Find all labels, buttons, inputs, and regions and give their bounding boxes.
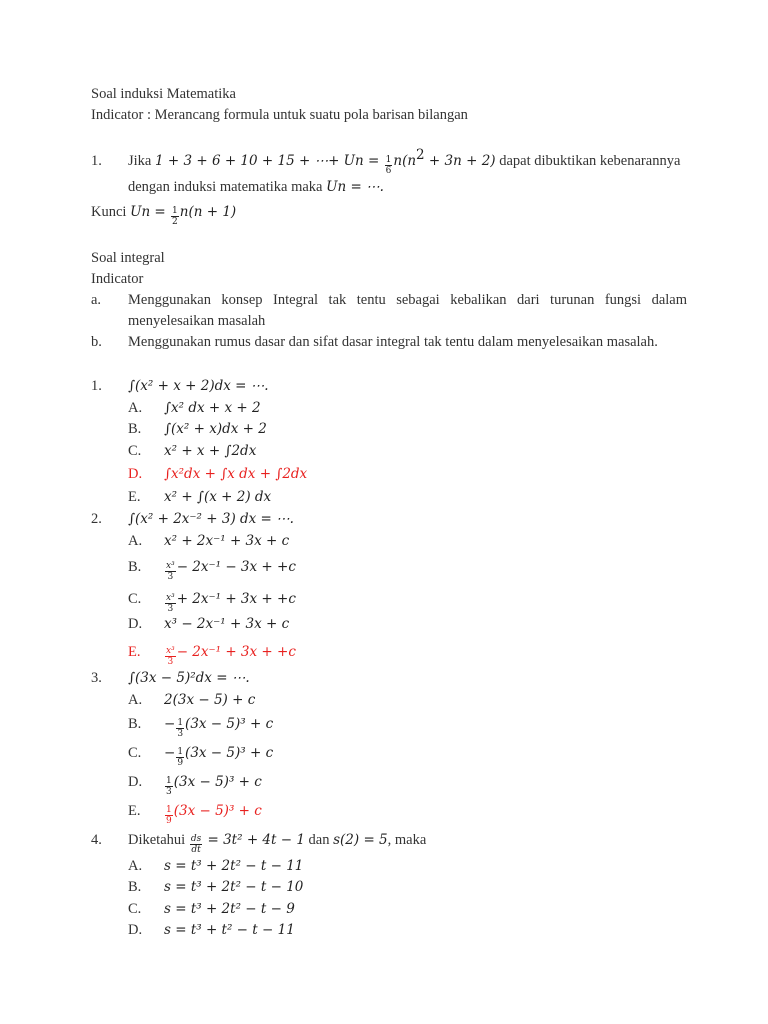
q1-prefix: Jika [128, 153, 155, 169]
q1-frac-den: 6 [385, 166, 392, 176]
key-math-a: Un = [130, 204, 171, 220]
q2-option-b [164, 557, 296, 582]
q1-exponent: 2 [416, 147, 425, 163]
q1-line2-math: Un = ⋯. [326, 179, 384, 195]
key-fraction [171, 206, 179, 227]
q1-math-a: 1 + 3 + 6 + 10 + 15 + ⋯+ Un = [154, 153, 384, 169]
q4-stem [128, 830, 426, 855]
q4-frac-den: dt [191, 845, 201, 855]
q1-option-a: ∫x² dx + x + 2 [164, 400, 261, 416]
q2-b-fraction [165, 561, 176, 582]
q1-option-b: ∫(x² + x)dx + 2 [164, 421, 267, 437]
q3-b-num: 1 [177, 718, 184, 728]
q1-option-e-label: E. [128, 489, 141, 505]
q4-stem-mid: dan [304, 832, 334, 848]
q4-option-b: s = t³ + 2t² − t − 10 [164, 879, 304, 895]
q2-c-rest: + 2x⁻¹ + 3x + +c [176, 591, 296, 607]
q1-option-c-label: C. [128, 443, 142, 459]
q3-option-a: 2(3x − 5) + c [164, 692, 256, 708]
indicator-b-text: Menggunakan rumus dasar dan sifat dasar integral tak tentu dalam menyelesaikan masalah. [128, 334, 658, 350]
q3-d-fraction [165, 776, 173, 797]
q4-option-d-label: D. [128, 922, 143, 938]
induksi-q1-number: 1. [91, 153, 102, 169]
q2-e-den: 3 [167, 657, 174, 667]
indicator-b-marker: b. [91, 334, 102, 350]
indicator-induksi: Indicator : Merancang formula untuk suatu pola barisan bilangan [91, 107, 468, 123]
q4-stem-math2: s(2) = 5 [333, 832, 388, 848]
q3-d-num: 1 [166, 776, 172, 786]
q3-e-rest: (3x − 5)³ + c [173, 803, 262, 819]
key-prefix: Kunci [91, 204, 131, 220]
q3-number: 3. [91, 670, 102, 686]
q1-option-b-label: B. [128, 421, 142, 437]
q4-option-b-label: B. [128, 879, 142, 895]
induksi-key [91, 202, 236, 227]
q1-option-e: x² + ∫(x + 2) dx [164, 489, 272, 505]
indicator-a-marker: a. [91, 292, 102, 308]
q3-c-den: 9 [177, 758, 184, 768]
q2-e-fraction [165, 646, 176, 667]
q3-option-c-label: C. [128, 745, 142, 761]
q3-d-rest: (3x − 5)³ + c [173, 774, 262, 790]
q2-c-num: x³ [166, 593, 175, 603]
q2-option-c-label: C. [128, 591, 142, 607]
q3-b-sign: − [164, 716, 176, 732]
q3-option-d-label: D. [128, 774, 143, 790]
q4-option-a: s = t³ + 2t² − t − 11 [164, 858, 304, 874]
q4-option-c: s = t³ + 2t² − t − 9 [164, 901, 295, 917]
q2-b-den: 3 [167, 572, 174, 582]
q3-option-b [164, 714, 273, 739]
q2-option-d-label: D. [128, 616, 143, 632]
q2-b-rest: − 2x⁻¹ − 3x + +c [176, 559, 296, 575]
q2-option-c [164, 589, 296, 614]
q4-option-a-label: A. [128, 858, 143, 874]
q3-option-e-answer [164, 801, 262, 826]
key-math-b: n(n + 1) [179, 204, 237, 220]
induksi-q1-line2 [128, 177, 384, 197]
q3-c-num: 1 [177, 747, 184, 757]
q1-frac-num: 1 [385, 155, 392, 165]
q3-e-den: 9 [166, 816, 172, 826]
q1-option-a-label: A. [128, 400, 143, 416]
q2-e-rest: − 2x⁻¹ + 3x + +c [176, 644, 296, 660]
q1-line2-text: dengan induksi matematika maka [128, 179, 327, 195]
q2-option-e-answer [164, 642, 296, 667]
q1-stem: ∫(x² + x + 2)dx = ⋯. [128, 378, 269, 394]
q2-option-a-label: A. [128, 533, 143, 549]
q2-c-den: 3 [167, 604, 174, 614]
q3-e-fraction [165, 805, 173, 826]
q2-option-b-label: B. [128, 559, 142, 575]
q3-option-c [164, 743, 273, 768]
q3-option-b-label: B. [128, 716, 142, 732]
q1-option-c: x² + x + ∫2dx [164, 443, 257, 459]
q2-option-e-label: E. [128, 644, 141, 660]
key-frac-num: 1 [172, 206, 178, 216]
q3-option-d [164, 772, 262, 797]
indicator-a-line1: Menggunakan konsep Integral tak tentu sebagai kebalikan dari turunan fungsi dalam [128, 292, 687, 308]
section-title-induksi: Soal induksi Matematika [91, 86, 236, 102]
q2-c-fraction [165, 593, 176, 614]
q4-fraction [190, 834, 202, 855]
q3-c-fraction [176, 747, 184, 768]
q3-d-den: 3 [166, 787, 172, 797]
q3-b-rest: (3x − 5)³ + c [185, 716, 274, 732]
key-frac-den: 2 [172, 217, 178, 227]
q3-option-a-label: A. [128, 692, 143, 708]
q3-stem: ∫(3x − 5)²dx = ⋯. [128, 670, 250, 686]
q1-option-d-answer: ∫x²dx + ∫x dx + ∫2dx [164, 466, 308, 482]
q4-stem-math: = 3t² + 4t − 1 [203, 832, 305, 848]
q4-number: 4. [91, 832, 102, 848]
q2-option-a: x² + 2x⁻¹ + 3x + c [164, 533, 290, 549]
q4-frac-num: ds [190, 834, 202, 844]
q2-number: 2. [91, 511, 102, 527]
induksi-q1-stem [128, 147, 681, 176]
q4-option-c-label: C. [128, 901, 142, 917]
indicator-label: Indicator [91, 271, 144, 287]
q2-stem: ∫(x² + 2x⁻² + 3) dx = ⋯. [128, 511, 294, 527]
q1-number: 1. [91, 378, 102, 394]
q3-c-rest: (3x − 5)³ + c [185, 745, 274, 761]
indicator-a-line2: menyelesaikan masalah [128, 313, 266, 329]
q3-b-fraction [176, 718, 184, 739]
q2-option-d: x³ − 2x⁻¹ + 3x + c [164, 616, 290, 632]
q1-fraction [385, 155, 393, 176]
q1-math-b: n(n [393, 153, 417, 169]
q1-suffix: dapat dibuktikan kebenarannya [495, 153, 681, 169]
q2-b-num: x³ [166, 561, 175, 571]
q2-e-num: x³ [166, 646, 175, 656]
q3-c-sign: − [164, 745, 176, 761]
q4-stem-prefix: Diketahui [128, 832, 189, 848]
q3-option-e-label: E. [128, 803, 141, 819]
q3-e-num: 1 [166, 805, 172, 815]
q3-b-den: 3 [177, 729, 184, 739]
q1-option-d-label: D. [128, 466, 143, 482]
q4-stem-suffix: , maka [387, 832, 427, 848]
q4-option-d: s = t³ + t² − t − 11 [164, 922, 295, 938]
section-title-integral: Soal integral [91, 250, 165, 266]
q1-math-c: + 3n + 2) [424, 153, 496, 169]
